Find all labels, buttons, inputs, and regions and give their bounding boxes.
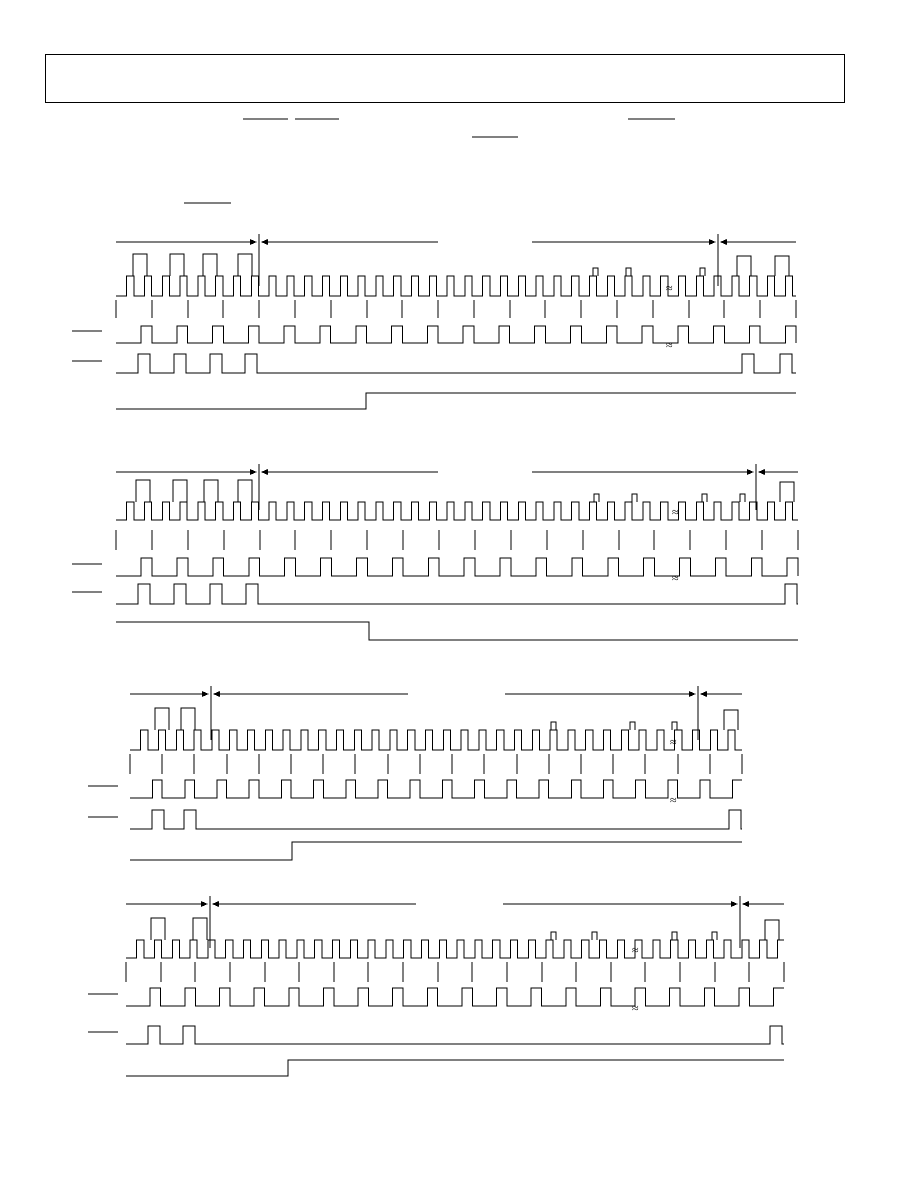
signal-b-waveform — [126, 1026, 784, 1044]
clock-waveform — [116, 276, 796, 296]
data-pulse — [151, 918, 165, 940]
arrowhead — [747, 469, 754, 475]
data-pulse — [775, 256, 789, 276]
data-pulse — [133, 254, 147, 276]
data-pulse — [193, 918, 207, 940]
break-symbol: ≈ — [670, 793, 677, 807]
enable-step-waveform — [116, 622, 798, 640]
clock-waveform — [130, 730, 742, 750]
enable-step-waveform — [116, 393, 796, 409]
data-pulse — [170, 254, 184, 276]
arrowhead — [742, 901, 749, 907]
data-pulse — [724, 710, 738, 730]
data-pulse — [593, 268, 598, 276]
data-pulse — [672, 722, 677, 730]
timing-diagram-4 — [88, 896, 784, 1076]
signal-b-waveform — [116, 584, 798, 604]
data-pulse — [632, 494, 637, 502]
arrowhead — [202, 691, 209, 697]
break-symbol: ≈ — [672, 571, 679, 585]
arrowhead — [250, 469, 257, 475]
enable-step-waveform — [130, 842, 742, 860]
arrowhead — [201, 901, 208, 907]
signal-a-waveform — [116, 558, 798, 576]
arrowhead — [700, 691, 707, 697]
signal-b-waveform — [130, 810, 742, 829]
timing-diagram-2 — [72, 464, 798, 640]
arrowhead — [709, 239, 716, 245]
arrowhead — [261, 469, 268, 475]
data-pulse — [136, 480, 150, 502]
timing-diagram-1 — [72, 234, 796, 409]
data-pulse — [203, 254, 217, 276]
data-pulse — [173, 480, 187, 502]
break-symbol: ≈ — [632, 943, 639, 957]
data-pulse — [700, 268, 705, 276]
data-pulse — [592, 932, 597, 940]
timing-diagram-3 — [88, 686, 742, 860]
break-symbol: ≈ — [666, 281, 673, 295]
data-pulse — [181, 708, 195, 730]
data-pulse — [712, 932, 717, 940]
signal-b-waveform — [116, 354, 796, 373]
data-pulse — [551, 932, 556, 940]
data-pulse — [238, 254, 252, 276]
enable-step-waveform — [126, 1060, 784, 1076]
data-pulse — [155, 708, 169, 730]
data-pulse — [702, 494, 707, 502]
data-pulse — [551, 722, 556, 730]
data-pulse — [238, 480, 252, 502]
arrowhead — [758, 469, 765, 475]
arrowhead — [213, 691, 220, 697]
data-pulse — [740, 494, 745, 502]
data-pulse — [626, 268, 631, 276]
data-pulse — [780, 482, 794, 502]
data-pulse — [204, 480, 218, 502]
signal-a-waveform — [126, 988, 784, 1006]
break-symbol: ≈ — [632, 1001, 639, 1015]
data-pulse — [672, 932, 677, 940]
arrowhead — [212, 901, 219, 907]
clock-waveform — [116, 502, 798, 520]
data-pulse — [737, 256, 751, 276]
break-symbol: ≈ — [670, 735, 677, 749]
data-pulse — [630, 722, 635, 730]
break-symbol: ≈ — [666, 338, 673, 352]
signal-a-waveform — [130, 780, 742, 798]
arrowhead — [250, 239, 257, 245]
data-pulse — [594, 494, 599, 502]
break-symbol: ≈ — [672, 505, 679, 519]
data-pulse — [765, 920, 779, 940]
clock-waveform — [126, 940, 784, 958]
arrowhead — [261, 239, 268, 245]
arrowhead — [720, 239, 727, 245]
signal-a-waveform — [116, 326, 796, 343]
arrowhead — [689, 691, 696, 697]
arrowhead — [731, 901, 738, 907]
